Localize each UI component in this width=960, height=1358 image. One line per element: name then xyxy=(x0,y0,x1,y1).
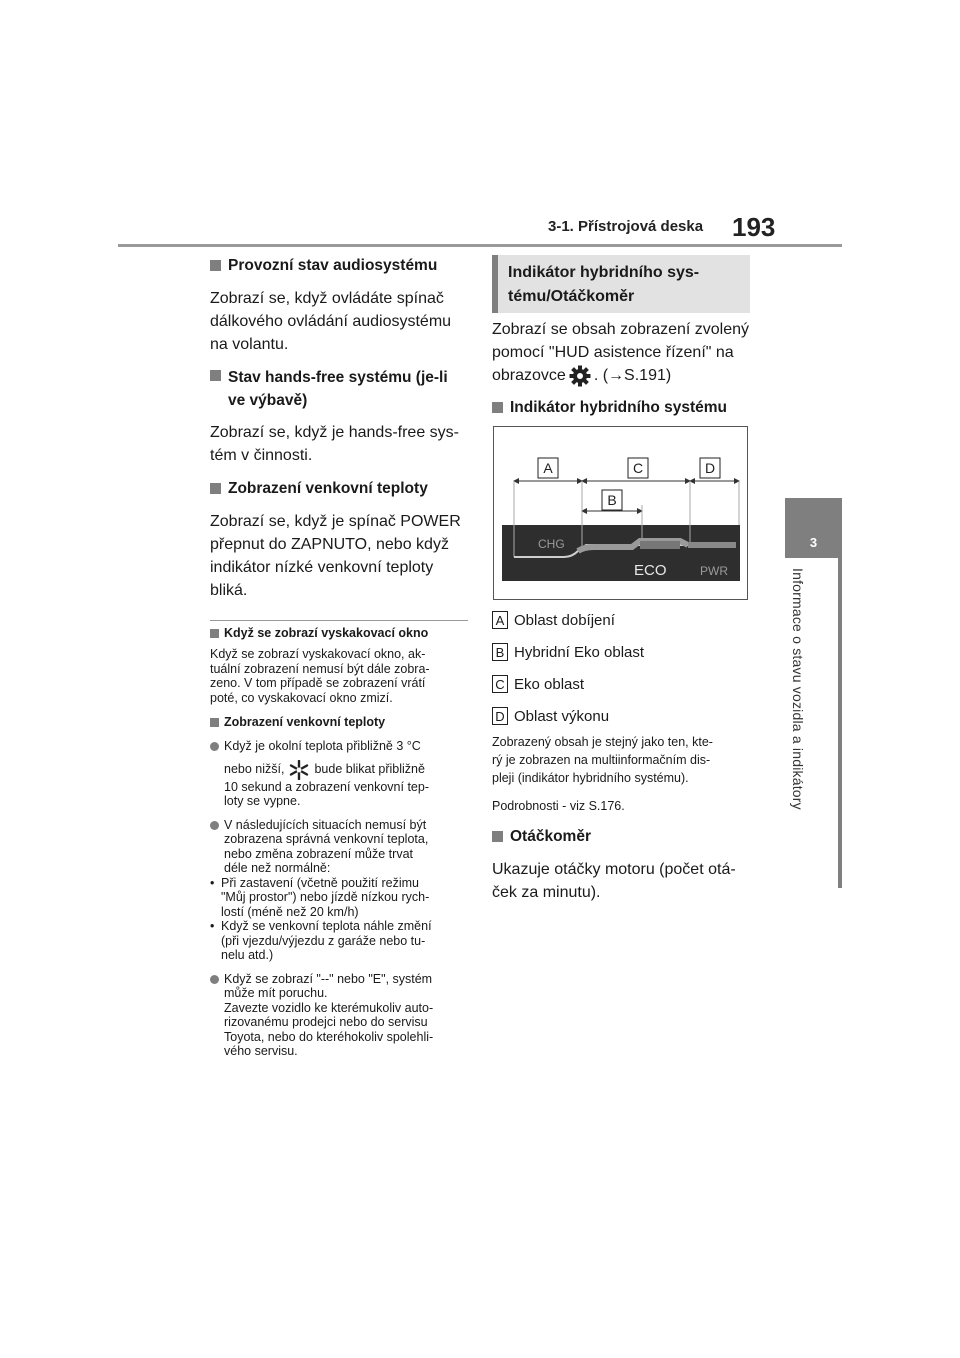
chapter-label: Informace o stavu vozidla a indikátory xyxy=(790,568,806,810)
right-notes xyxy=(492,733,754,904)
text-line: lostí (méně než 20 km/h) xyxy=(221,904,359,919)
legend-item-a xyxy=(492,611,615,629)
notes-divider xyxy=(210,620,468,641)
note-heading-popup: Když se zobrazí vyskakovací okno xyxy=(210,626,468,641)
text-line: bliká. xyxy=(210,582,248,599)
text-line: • Při zastavení (včetně použití režimu xyxy=(221,875,419,890)
left-column xyxy=(210,256,470,1059)
text-fragment: . (→S.191) xyxy=(593,367,672,384)
heading-outside-temp: Zobrazení venkovní teploty xyxy=(210,479,470,499)
text-line: Zavezte vozidlo ke kterémukoliv auto- xyxy=(224,1000,434,1015)
snowflake-icon xyxy=(288,760,310,780)
text-line: zobrazena správná venkovní teplota, xyxy=(224,832,429,846)
sub-bullet-stop xyxy=(210,876,470,920)
diagram-eco-label: ECO xyxy=(634,562,667,579)
legend-item-c xyxy=(492,675,584,693)
text-fragment: nebo nižší, xyxy=(224,762,285,777)
diagram-label-d: D xyxy=(704,460,716,476)
text-line: může mít poruchu. xyxy=(224,986,328,1000)
sub-bullet-temp-change xyxy=(210,919,470,963)
legend-letter: A xyxy=(492,611,508,629)
note-heading-temp: Zobrazení venkovní teploty xyxy=(210,715,470,730)
text-line: Toyota, nebo do kteréhokoliv spolehli- xyxy=(224,1029,434,1044)
text-line-with-icon xyxy=(224,760,470,780)
handsfree-body xyxy=(210,421,470,467)
text-line: tuální zobrazení nemusí být dále zobra- xyxy=(210,661,430,676)
text-line: "Můj prostor") nebo jízdě nízkou rych- xyxy=(221,890,430,904)
text-line: Zobrazený obsah je stejný jako ten, kte- xyxy=(492,735,713,749)
text-line: dálkového ovládání audiosystému xyxy=(210,313,452,330)
legend-text: Eko oblast xyxy=(514,675,585,693)
legend-letter: D xyxy=(492,707,508,725)
bullet-situations xyxy=(210,818,470,876)
chapter-tab-bar xyxy=(838,558,842,888)
bullet-low-temp xyxy=(210,739,470,809)
legend-text: Oblast výkonu xyxy=(514,707,610,725)
header-divider xyxy=(118,244,842,247)
text-line: přepnut do ZAPNUTO, nebo když xyxy=(210,536,449,553)
text-line: 10 sekund a zobrazení venkovní tep- xyxy=(224,779,429,794)
audio-body xyxy=(210,287,470,356)
diagram-label-a: A xyxy=(543,460,553,476)
gear-icon xyxy=(569,365,591,387)
text-line: Když je okolní teplota přibližně 3 °C xyxy=(224,739,421,753)
diagram-chg-label: CHG xyxy=(538,537,565,551)
text-line: nebo změna zobrazení může trvat xyxy=(224,846,413,861)
text-line: ček za minutu). xyxy=(492,883,601,901)
diagram-label-c: C xyxy=(632,460,644,476)
legend-item-b xyxy=(492,643,644,661)
text-line: pleji (indikátor hybridního systému). xyxy=(492,771,689,785)
text-line: V následujících situacích nemusí být xyxy=(224,817,427,832)
text-line: vého servisu. xyxy=(224,1044,298,1058)
legend-text: Hybridní Eko oblast xyxy=(514,643,645,661)
page-number: 193 xyxy=(732,212,776,242)
heading-audio: Provozní stav audiosystému xyxy=(210,256,470,276)
text-line: pomocí "HUD asistence řízení" na xyxy=(492,344,734,361)
diagram-label-b: B xyxy=(607,492,617,508)
text-fragment: bude blikat přibližně xyxy=(314,762,425,777)
outside-temp-body xyxy=(210,510,470,602)
text-line: na volantu. xyxy=(210,336,289,353)
text-line: indikátor nízké venkovní teploty xyxy=(210,559,434,576)
title-line: tému/Otáčkoměr xyxy=(508,288,635,305)
legend-letter: B xyxy=(492,643,508,661)
hybrid-indicator-diagram xyxy=(493,426,748,600)
heading-handsfree: Stav hands-free systému (je-li ve výbavě) xyxy=(210,366,470,412)
text-fragment: obrazovce xyxy=(492,367,566,384)
legend-text: Oblast dobíjení xyxy=(514,611,615,629)
text-line: loty se vypne. xyxy=(224,794,301,808)
legend-letter: C xyxy=(492,675,508,693)
text-line: Když se zobrazí "--" nebo "E", systém xyxy=(224,971,433,986)
text-line: Ukazuje otáčky motoru (počet otá- xyxy=(492,860,736,878)
reference-text: Podrobnosti - viz S.176. xyxy=(492,799,625,813)
text-line: Zobrazí se, když je spínač POWER xyxy=(210,513,461,530)
text-line: Když se zobrazí vyskakovací okno, ak- xyxy=(210,647,426,661)
section-title-box xyxy=(492,255,750,313)
text-line-with-icon xyxy=(492,364,752,387)
section-title: 3-1. Přístrojová deska xyxy=(548,218,704,235)
heading-tachometer: Otáčkoměr xyxy=(492,827,754,847)
legend-item-d xyxy=(492,707,609,725)
text-line: (při vjezdu/výjezdu z garáže nebo tu- xyxy=(221,933,426,948)
text-line: • Když se venkovní teplota náhle změní xyxy=(221,919,432,933)
text-line: Zobrazí se obsah zobrazení zvolený xyxy=(492,321,750,338)
text-line: Zobrazí se, když je hands-free sys- xyxy=(210,424,459,441)
chapter-tab: 3 xyxy=(785,498,842,558)
right-intro xyxy=(492,318,752,418)
note-popup-body xyxy=(210,647,470,705)
text-line: déle než normálně: xyxy=(224,861,331,875)
text-line: rizovanému prodejci nebo do servisu xyxy=(224,1015,428,1029)
text-line: rý je zobrazen na multiinformačním dis- xyxy=(492,753,711,767)
heading-hybrid-indicator: Indikátor hybridního systému xyxy=(492,398,752,418)
text-line: Zobrazí se, když ovládáte spínač xyxy=(210,290,444,307)
diagram-pwr-label: PWR xyxy=(700,564,728,578)
text-line: nelu atd.) xyxy=(221,948,274,962)
title-line: Indikátor hybridního sys- xyxy=(508,264,700,281)
text-line: poté, co vyskakovací okno zmizí. xyxy=(210,690,393,705)
text-line: tém v činnosti. xyxy=(210,447,313,464)
text-line: zeno. V tom případě se zobrazení vrátí xyxy=(210,676,426,690)
bullet-malfunction xyxy=(210,972,470,1059)
